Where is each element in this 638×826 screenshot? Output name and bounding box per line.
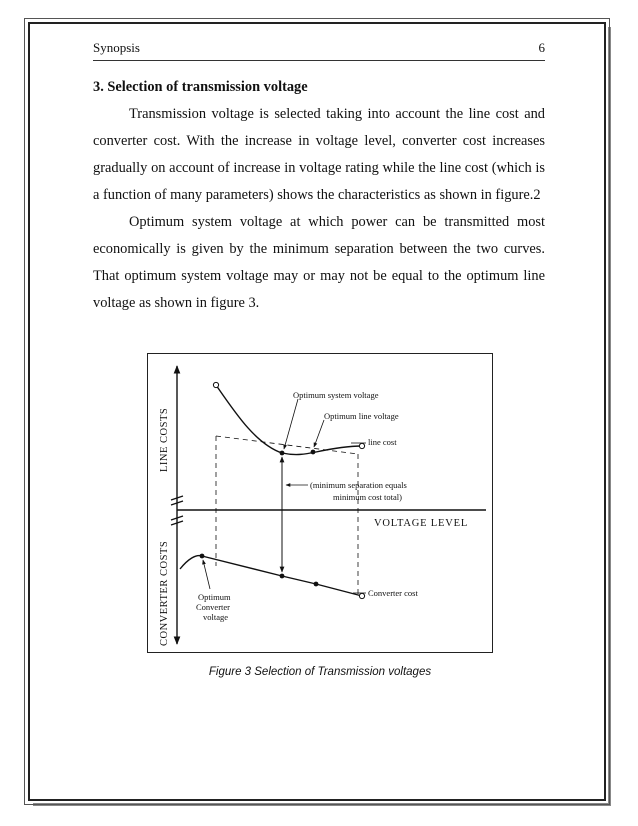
converter-at-system-point: [280, 574, 285, 579]
converter-cost-label: Converter cost: [368, 588, 418, 598]
figure-diagram: [148, 354, 494, 654]
paragraph-1: Transmission voltage is selected taking into account the line cost and converter cost. With the increase in voltage level, converter cost increases gradually on account of increase in voltage rating while the line cost (which is a function of many parameters) shows the characteristics as shown in figure.2: [93, 106, 545, 203]
line-cost-label: line cost: [368, 437, 397, 447]
y-upper-label: LINE COSTS: [159, 407, 170, 472]
min-separation-label-2: minimum cost total): [333, 492, 402, 502]
section-heading: 3. Selection of transmission voltage: [93, 79, 308, 95]
opt-converter-label-3: voltage: [203, 612, 229, 622]
page-header: [93, 40, 545, 61]
figure-3: [147, 353, 493, 653]
page-number: 6: [538, 40, 545, 55]
opt-converter-leader: [203, 560, 210, 589]
optimum-line-point: [311, 450, 316, 455]
converter-at-line-point: [314, 582, 319, 587]
line-cost-end-marker: [359, 443, 364, 448]
opt-line-label: Optimum line voltage: [324, 411, 399, 421]
paragraph-2: Optimum system voltage at which power can be transmitted most economically is given by the minimum separation between the two curves. That optimum system voltage may or may not be equal to the optimum line voltage as shown in figure 3.: [93, 214, 545, 311]
converter-cost-end-marker: [359, 593, 364, 598]
opt-converter-label-1: Optimum: [198, 592, 231, 602]
converter-cost-curve: [180, 556, 362, 596]
y-lower-label: CONVERTER COSTS: [159, 540, 170, 646]
document-body: [93, 74, 545, 317]
min-separation-label-1: (minimum separation equals: [310, 480, 407, 490]
opt-system-label: Optimum system voltage: [293, 390, 379, 400]
opt-system-leader: [284, 399, 298, 449]
opt-converter-label-2: Converter: [196, 602, 230, 612]
x-axis-label: VOLTAGE LEVEL: [374, 518, 469, 529]
figure-caption: Figure 3 Selection of Transmission voltages: [208, 666, 432, 678]
header-title: Synopsis: [93, 40, 140, 55]
opt-line-leader: [314, 420, 324, 447]
optimum-converter-point: [200, 554, 205, 559]
line-cost-start-marker: [213, 382, 218, 387]
optimum-system-point: [280, 451, 285, 456]
